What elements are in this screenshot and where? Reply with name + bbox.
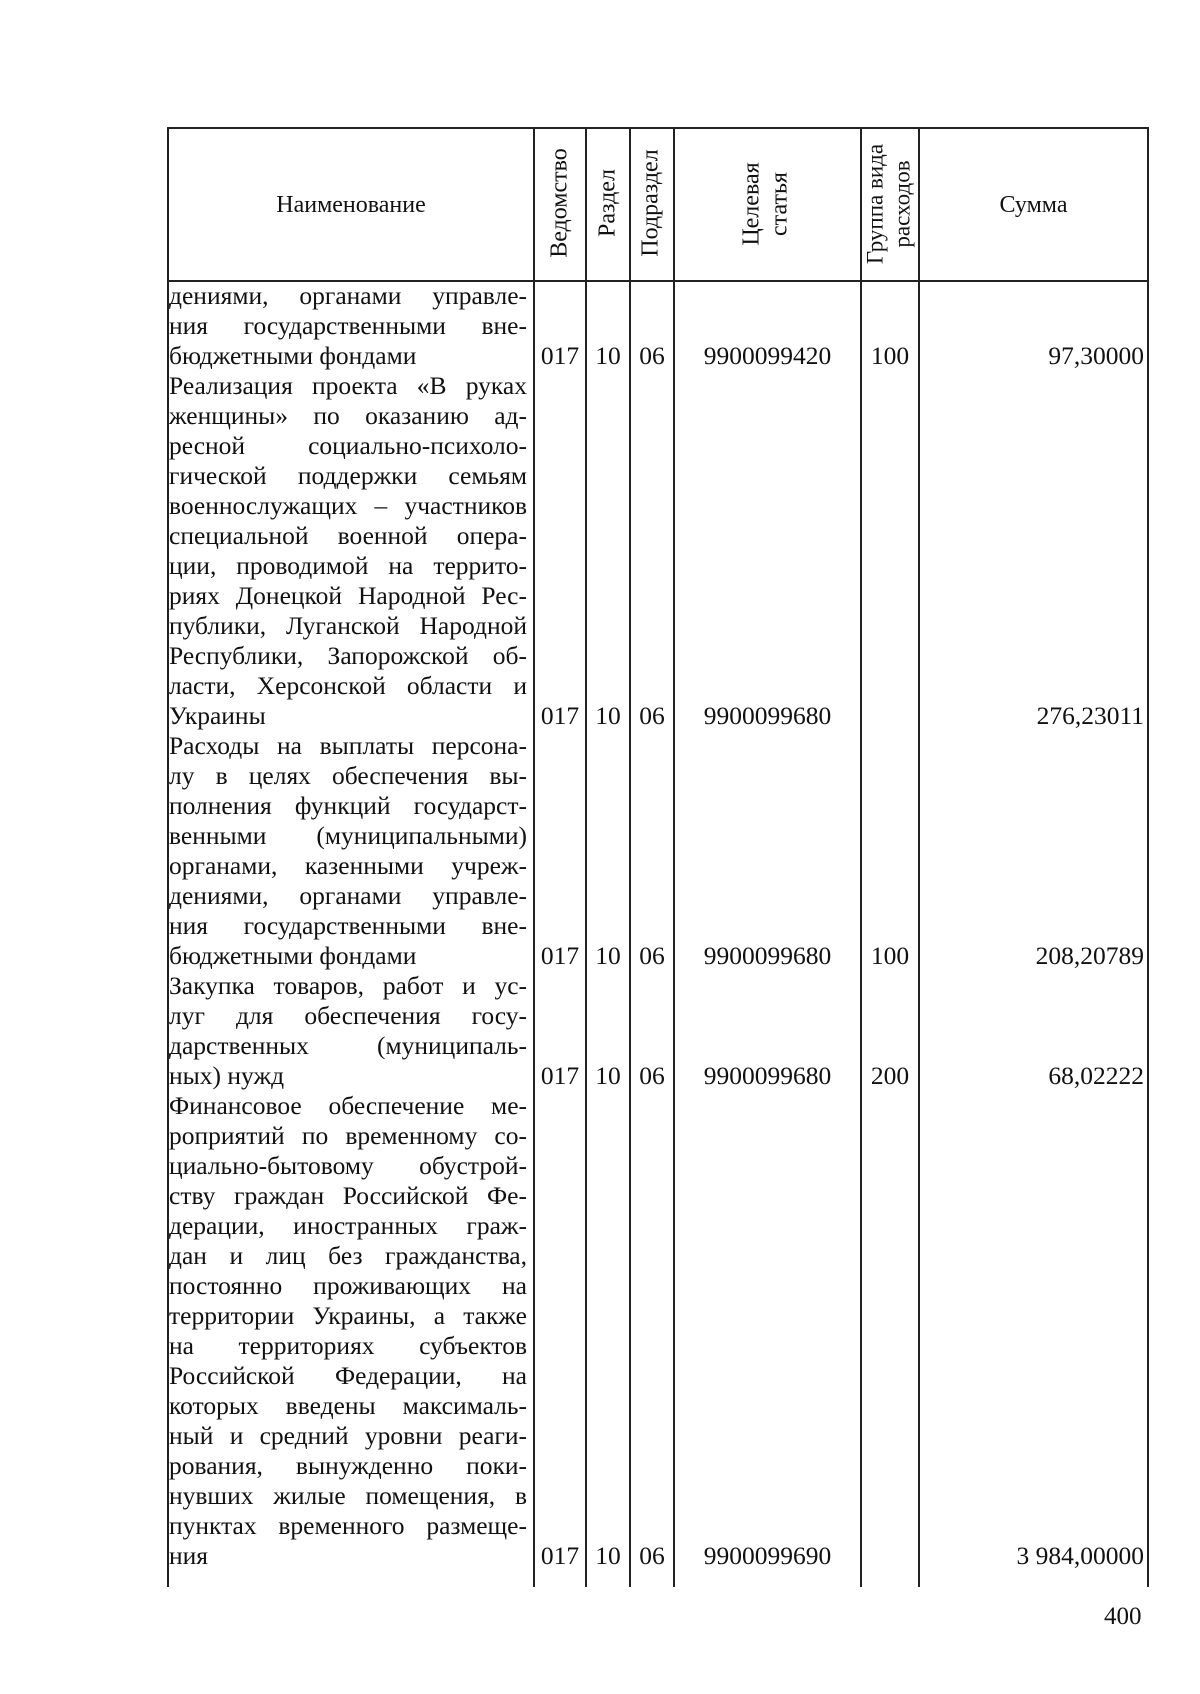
header-section: Раздел [594, 169, 621, 237]
name-line: Закупка товаров, работ и ус- [169, 971, 527, 1000]
name-line: Украины [169, 701, 266, 730]
name-line: постоянно проживающих на [169, 1271, 527, 1300]
cell-subsection: 06 [639, 341, 665, 370]
cell-subsection: 06 [639, 1541, 665, 1570]
cell-ministry: 017 [540, 341, 580, 370]
name-line: публики, Луганской Народной [169, 611, 527, 640]
name-line: дан и лиц без гражданства, [169, 1241, 527, 1270]
cell-amount: 68,02222 [1048, 1061, 1144, 1090]
name-line: гической поддержки семьям [169, 461, 527, 490]
name-line: пунктах временного размеще- [169, 1511, 527, 1540]
name-line: полнения функций государст- [169, 791, 527, 820]
name-line: рования, вынужденно поки- [169, 1451, 527, 1480]
name-line: Реализация проекта «В руках [169, 371, 527, 400]
header-expense-group [861, 129, 917, 280]
name-line: дарственных (муниципаль- [169, 1031, 527, 1060]
name-line: луг для обеспечения госу- [169, 1001, 527, 1030]
name-line: дениями, органами управле- [169, 281, 527, 310]
name-line: ния государственными вне- [169, 911, 527, 940]
cell-section: 10 [595, 701, 621, 730]
name-line: военнослужащих – участников [169, 491, 527, 520]
name-line: циально-бытовому обустрой- [169, 1151, 527, 1180]
name-line: нувших жилые помещения, в [169, 1481, 527, 1510]
header-target-article-line1: Целевая [738, 162, 765, 246]
cell-expense-group: 200 [870, 1061, 910, 1090]
cell-ministry: 017 [540, 1541, 580, 1570]
cell-target-article: 9900099420 [703, 341, 832, 370]
cell-ministry: 017 [540, 941, 580, 970]
name-line: дерации, иностранных граж- [169, 1211, 527, 1240]
cell-target-article: 9900099690 [703, 1541, 832, 1570]
name-line: на территориях субъектов [169, 1331, 527, 1360]
cell-target-article: 9900099680 [703, 941, 832, 970]
cell-subsection: 06 [639, 701, 665, 730]
name-line: территории Украины, а также [169, 1301, 527, 1330]
name-line: которых введены максималь- [169, 1391, 527, 1420]
header-ministry: Ведомство [546, 148, 573, 258]
name-line: дениями, органами управле- [169, 881, 527, 910]
page-number: 400 [1104, 1603, 1142, 1630]
name-line: Расходы на выплаты персона- [169, 731, 527, 760]
name-line: ния [169, 1541, 209, 1570]
cell-ministry: 017 [540, 1061, 580, 1090]
header-subsection: Подраздел [637, 149, 664, 257]
table-right-border [1147, 127, 1149, 1587]
name-line: ции, проводимой на террито- [169, 551, 527, 580]
header-expense-group-line1: Группа вида [862, 143, 888, 265]
name-line: лу в целях обеспечения вы- [169, 761, 527, 790]
name-line: риях Донецкой Народной Рес- [169, 581, 527, 610]
name-line: Финансовое обеспечение ме- [169, 1091, 527, 1120]
header-target-article [738, 129, 794, 280]
cell-amount: 3 984,00000 [1016, 1541, 1144, 1570]
name-line: ный и средний уровни реаги- [169, 1421, 527, 1450]
cell-expense-group: 100 [870, 341, 910, 370]
cell-section: 10 [595, 341, 621, 370]
cell-target-article: 9900099680 [703, 701, 832, 730]
cell-section: 10 [595, 1541, 621, 1570]
name-line: бюджетными фондами [169, 341, 417, 370]
cell-amount: 276,23011 [1036, 701, 1144, 730]
cell-expense-group: 100 [870, 941, 910, 970]
cell-section: 10 [595, 1061, 621, 1090]
name-line: Российской Федерации, на [169, 1361, 527, 1390]
name-line: женщины» по оказанию ад- [169, 401, 527, 430]
cell-subsection: 06 [639, 1061, 665, 1090]
cell-amount: 97,30000 [1048, 341, 1144, 370]
cell-amount: 208,20789 [1035, 941, 1144, 970]
name-line: ласти, Херсонской области и [169, 671, 527, 700]
cell-target-article: 9900099680 [703, 1061, 832, 1090]
name-line: ных) нужд [169, 1061, 285, 1090]
name-line: специальной военной опера- [169, 521, 527, 550]
name-line: органами, казенными учреж- [169, 851, 527, 880]
name-line: ния государственными вне- [169, 311, 527, 340]
cell-subsection: 06 [639, 941, 665, 970]
name-line: венными (муниципальными) [169, 821, 527, 850]
header-amount: Сумма [999, 191, 1068, 218]
name-line: бюджетными фондами [169, 941, 417, 970]
cell-ministry: 017 [540, 701, 580, 730]
header-target-article-line2: статья [766, 172, 793, 236]
name-line: роприятий по временному со- [169, 1121, 527, 1150]
name-line: Республики, Запорожской об- [169, 641, 527, 670]
header-name: Наименование [276, 191, 426, 218]
name-line: ству граждан Российской Фе- [169, 1181, 527, 1210]
name-line: ресной социально-психоло- [169, 431, 527, 460]
header-expense-group-line2: расходов [889, 160, 915, 248]
cell-section: 10 [595, 941, 621, 970]
